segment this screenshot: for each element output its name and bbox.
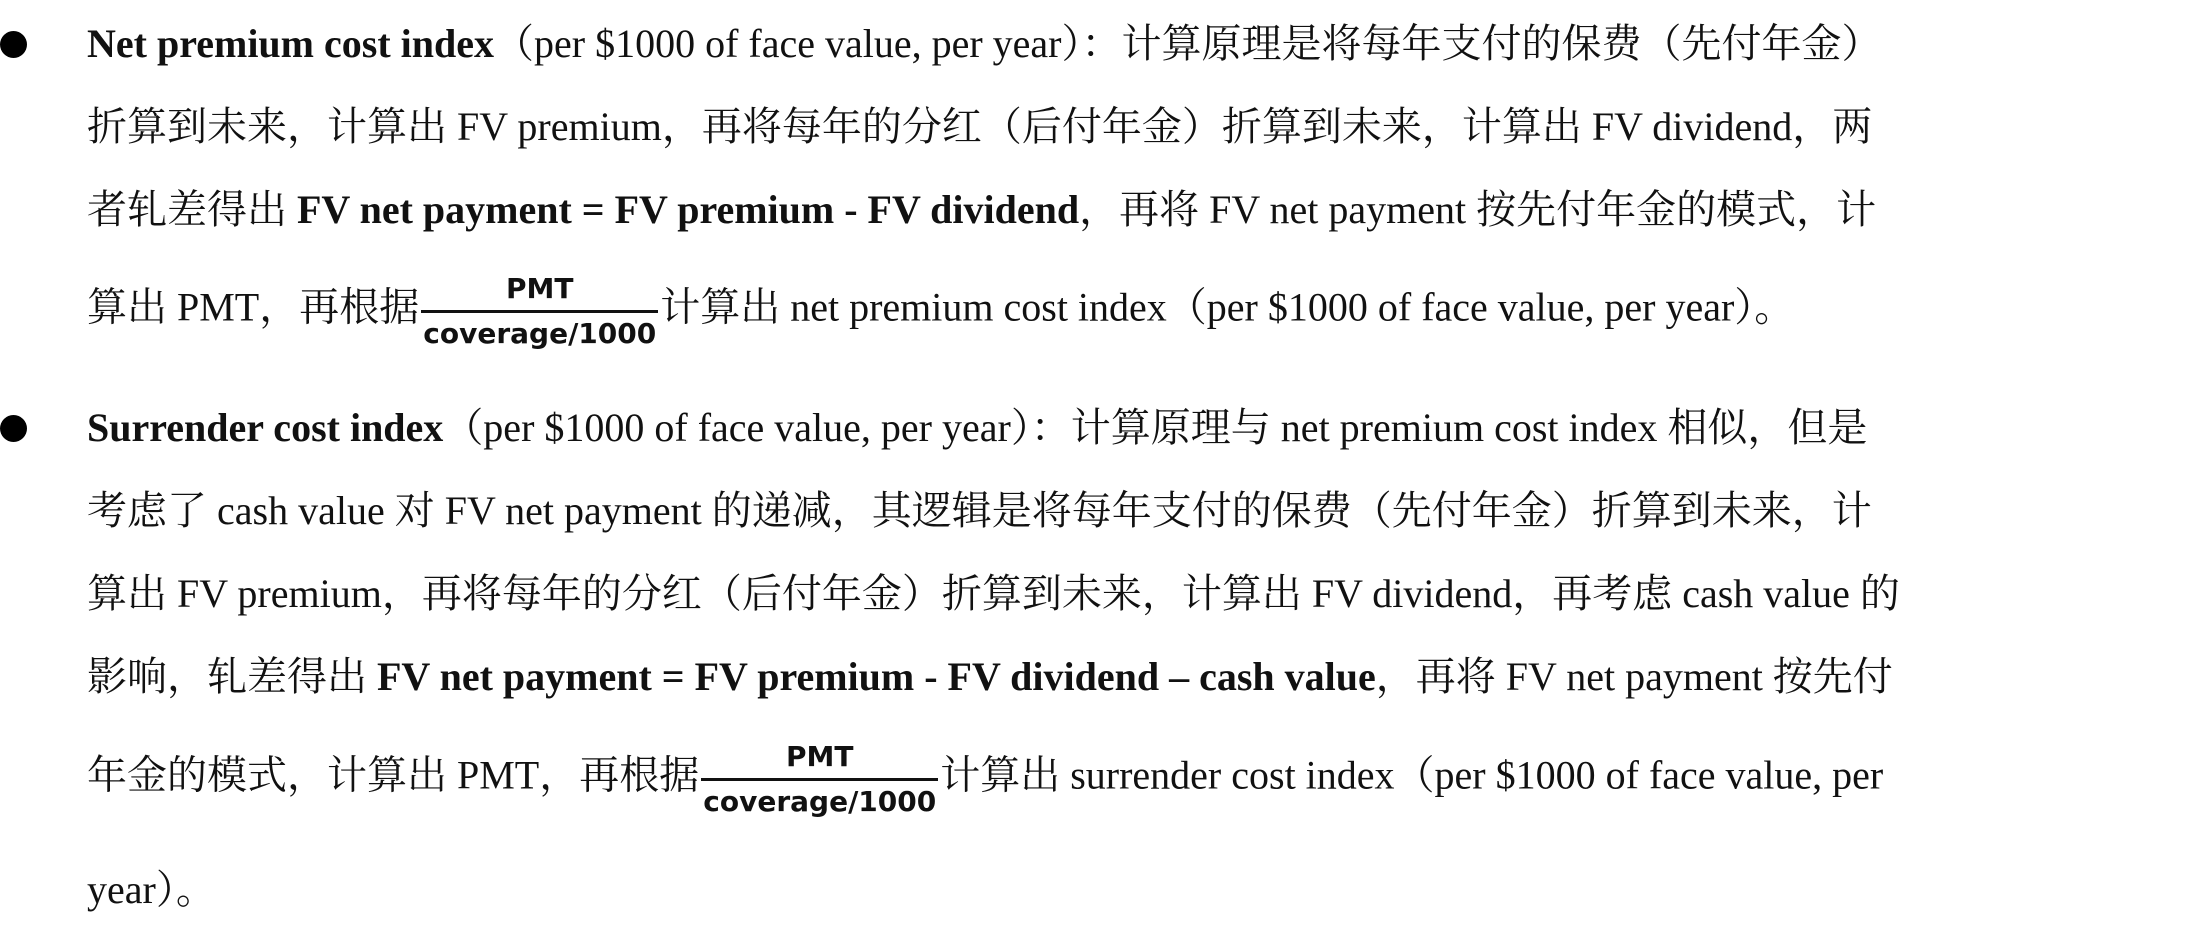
- line-text: ，再将 FV net payment 按先付: [1375, 654, 1893, 699]
- line-text: 考虑了 cash value 对 FV net payment 的递减，其逻辑是将每年支付的保费（先付年金）折算到未来，计: [87, 488, 1872, 533]
- paragraph-line: [87, 487, 1872, 535]
- paragraph-line: [87, 186, 1876, 234]
- line-text: ，再将 FV net payment 按先付年金的模式，计: [1079, 187, 1877, 232]
- paragraph-line: [87, 103, 1872, 151]
- fraction-denominator: coverage/1000: [423, 317, 657, 350]
- bullet-marker: [0, 415, 27, 442]
- paragraph-line: [87, 272, 1794, 351]
- formula-text: FV net payment = FV premium - FV dividend – cash value: [377, 654, 1376, 699]
- term-heading: Surrender cost index: [87, 405, 444, 450]
- paragraph-line: [87, 570, 1900, 618]
- line-text: 算出 FV premium，再将每年的分红（后付年金）折算到未来，计算出 FV dividend，再考虑 cash value 的: [87, 571, 1900, 616]
- term-heading: Net premium cost index: [87, 21, 494, 66]
- paragraph-line: [87, 20, 1882, 68]
- fraction: [701, 740, 938, 819]
- fraction-numerator: PMT: [421, 272, 658, 313]
- fraction-denominator: coverage/1000: [703, 785, 937, 818]
- line-text: （per $1000 of face value, per year）：计算原理与 net premium cost index 相似，但是: [443, 405, 1868, 450]
- fraction: [421, 272, 658, 351]
- paragraph-line: [87, 653, 1893, 701]
- paragraph-line: [87, 740, 1883, 819]
- paragraph-line: [87, 866, 216, 914]
- line-text: 影响，轧差得出: [87, 654, 377, 699]
- line-text: 折算到未来，计算出 FV premium，再将每年的分红（后付年金）折算到未来，计算出 FV dividend，两: [87, 104, 1873, 149]
- line-text: 计算出 surrender cost index（per $1000 of face value, per: [940, 752, 1884, 798]
- line-text: （per $1000 of face value, per year）：计算原理是将每年支付的保费（先付年金）: [494, 21, 1882, 66]
- formula-text: FV net payment = FV premium - FV dividend: [297, 187, 1080, 232]
- line-text: year）。: [87, 867, 216, 912]
- paragraph-line: [87, 404, 1867, 452]
- line-text: 计算出 net premium cost index（per $1000 of face value, per year）。: [660, 284, 1795, 330]
- line-text: 算出 PMT，再根据: [87, 284, 420, 330]
- bullet-marker: [0, 31, 27, 58]
- fraction-numerator: PMT: [701, 740, 938, 781]
- line-text: 年金的模式，计算出 PMT，再根据: [87, 752, 700, 798]
- line-text: 者轧差得出: [87, 187, 297, 232]
